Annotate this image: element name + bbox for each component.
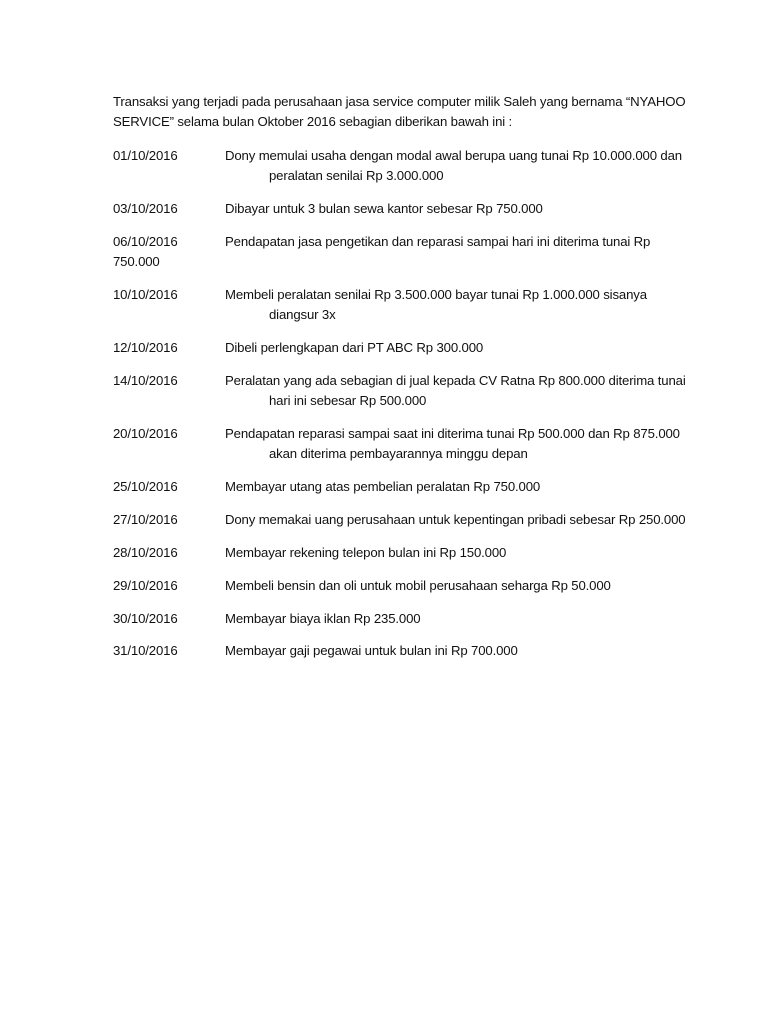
description-continuation: peralatan senilai Rp 3.000.000 [269,168,444,183]
description-line: Membayar biaya iklan Rp 235.000 [225,611,421,626]
transaction-date: 01/10/2016 [113,148,178,163]
description-line: Membayar utang atas pembelian peralatan Rp 750.000 [225,479,541,494]
transaction-date: 20/10/2016 [113,426,178,441]
transaction-date: 30/10/2016 [113,611,178,626]
description-continuation: hari ini sebesar Rp 500.000 [269,393,427,408]
description-continuation: akan diterima pembayarannya minggu depan [269,446,528,461]
transaction-description [225,424,680,464]
transaction-description [225,477,680,497]
transaction-description [225,609,680,629]
transaction-date: 29/10/2016 [113,578,178,593]
description-line: Dibeli perlengkapan dari PT ABC Rp 300.000 [225,340,484,355]
transaction-description [225,199,680,219]
transaction-description [225,232,680,252]
transaction-description [225,285,680,325]
description-line: Dony memakai uang perusahaan untuk kepentingan pribadi sebesar Rp 250.000 [225,512,686,527]
description-line: Membeli peralatan senilai Rp 3.500.000 bayar tunai Rp 1.000.000 sisanya [225,287,647,302]
transaction-description [225,510,686,530]
transaction-date: 25/10/2016 [113,479,178,494]
transaction-description [225,576,680,596]
description-line: Dibayar untuk 3 bulan sewa kantor sebesar Rp 750.000 [225,201,543,216]
description-overflow: 750.000 [113,254,160,269]
description-line: Dony memulai usaha dengan modal awal berupa uang tunai Rp 10.000.000 dan [225,148,682,163]
transaction-date: 28/10/2016 [113,545,178,560]
transaction-description [225,146,680,186]
transaction-description [225,371,686,411]
description-continuation: diangsur 3x [269,307,336,322]
transaction-date: 10/10/2016 [113,287,178,302]
transaction-date: 27/10/2016 [113,512,178,527]
transaction-description [225,641,680,661]
transaction-date: 31/10/2016 [113,643,178,658]
description-line: Pendapatan reparasi sampai saat ini diterima tunai Rp 500.000 dan Rp 875.000 [225,426,680,441]
transaction-date: 06/10/2016 [113,234,178,249]
description-line: Membeli bensin dan oli untuk mobil perusahaan seharga Rp 50.000 [225,578,611,593]
description-line: Pendapatan jasa pengetikan dan reparasi sampai hari ini diterima tunai Rp [225,234,651,249]
transaction-description [225,543,680,563]
transaction-date: 12/10/2016 [113,340,178,355]
transaction-description [225,338,680,358]
description-line: Membayar gaji pegawai untuk bulan ini Rp 700.000 [225,643,518,658]
intro-paragraph: Transaksi yang terjadi pada perusahaan jasa service computer milik Saleh yang bernama “NYAHOO SERVICE” selama bulan Oktober 2016 sebagian diberikan bawah ini : [113,94,686,129]
transaction-date: 03/10/2016 [113,201,178,216]
description-line: Membayar rekening telepon bulan ini Rp 150.000 [225,545,507,560]
transaction-date: 14/10/2016 [113,373,178,388]
description-line: Peralatan yang ada sebagian di jual kepada CV Ratna Rp 800.000 diterima tunai [225,373,686,388]
